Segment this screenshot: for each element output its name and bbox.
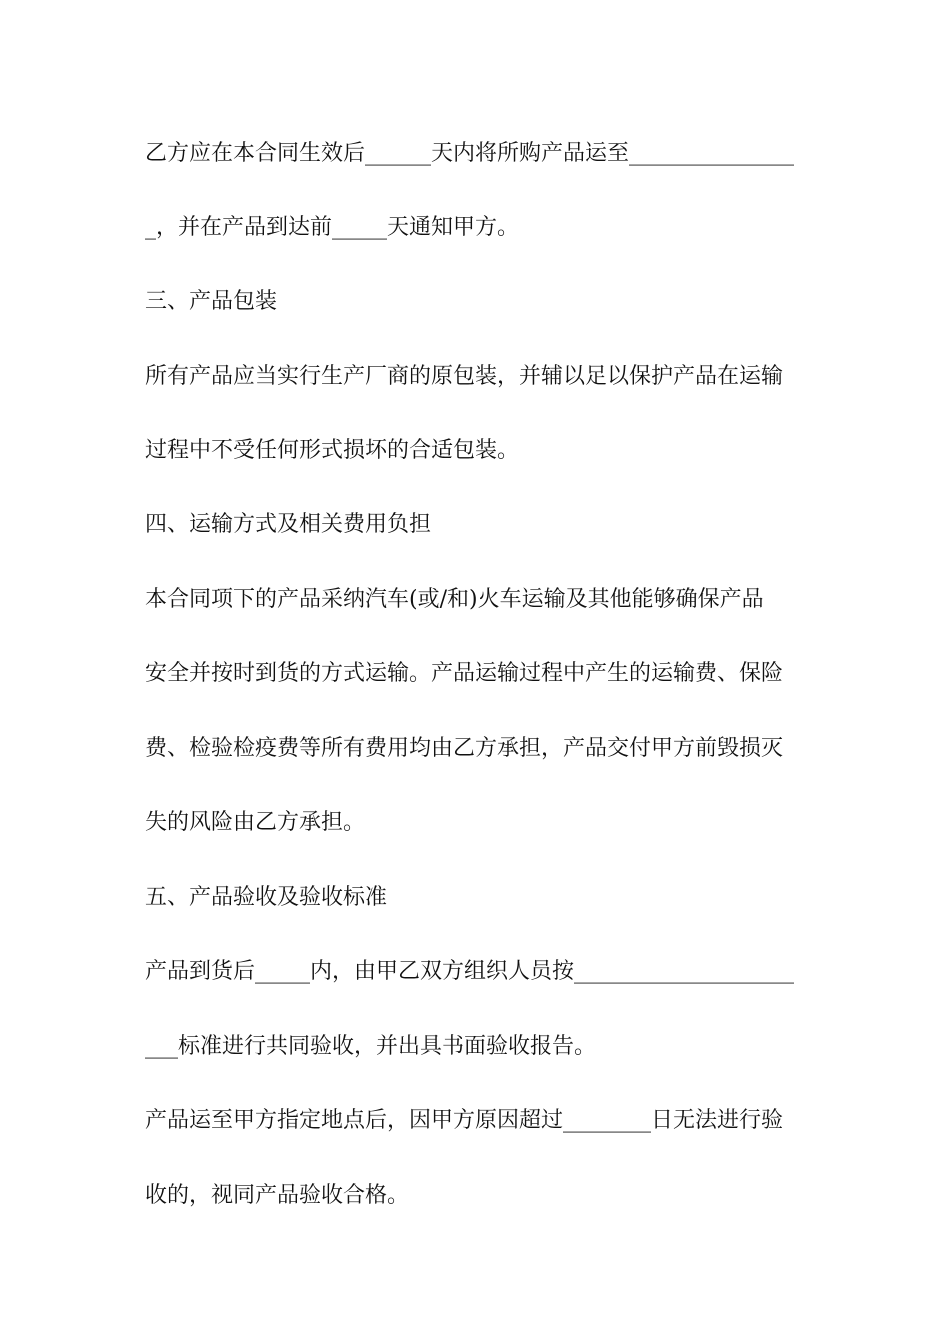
- paragraph-line: 产品运至甲方指定地点后，因甲方原因超过________日无法进行验: [145, 1108, 784, 1133]
- paragraph-line: 费、检验检疫费等所有费用均由乙方承担，产品交付甲方前毁损灭: [145, 736, 784, 761]
- paragraph-line: 安全并按时到货的方式运输。产品运输过程中产生的运输费、保险: [145, 661, 784, 686]
- section-heading: 三、产品包装: [145, 289, 278, 314]
- paragraph-line: 失的风险由乙方承担。: [145, 810, 366, 835]
- paragraph-line: 乙方应在本合同生效后______天内将所购产品运至_______________: [145, 141, 795, 166]
- paragraph-line: ___标准进行共同验收，并出具书面验收报告。: [145, 1034, 597, 1059]
- section-heading: 四、运输方式及相关费用负担: [145, 512, 432, 537]
- section-heading: 五、产品验收及验收标准: [145, 885, 388, 910]
- paragraph-line: 本合同项下的产品采纳汽车(或/和)火车运输及其他能够确保产品: [145, 587, 764, 612]
- paragraph-line: 产品到货后_____内，由甲乙双方组织人员按____________________: [145, 959, 795, 984]
- paragraph-line: _，并在产品到达前_____天通知甲方。: [145, 215, 520, 240]
- paragraph-line: 过程中不受任何形式损坏的合适包装。: [145, 438, 520, 463]
- paragraph-line: 收的，视同产品验收合格。: [145, 1183, 410, 1208]
- paragraph-line: 所有产品应当实行生产厂商的原包装，并辅以足以保护产品在运输: [145, 364, 784, 389]
